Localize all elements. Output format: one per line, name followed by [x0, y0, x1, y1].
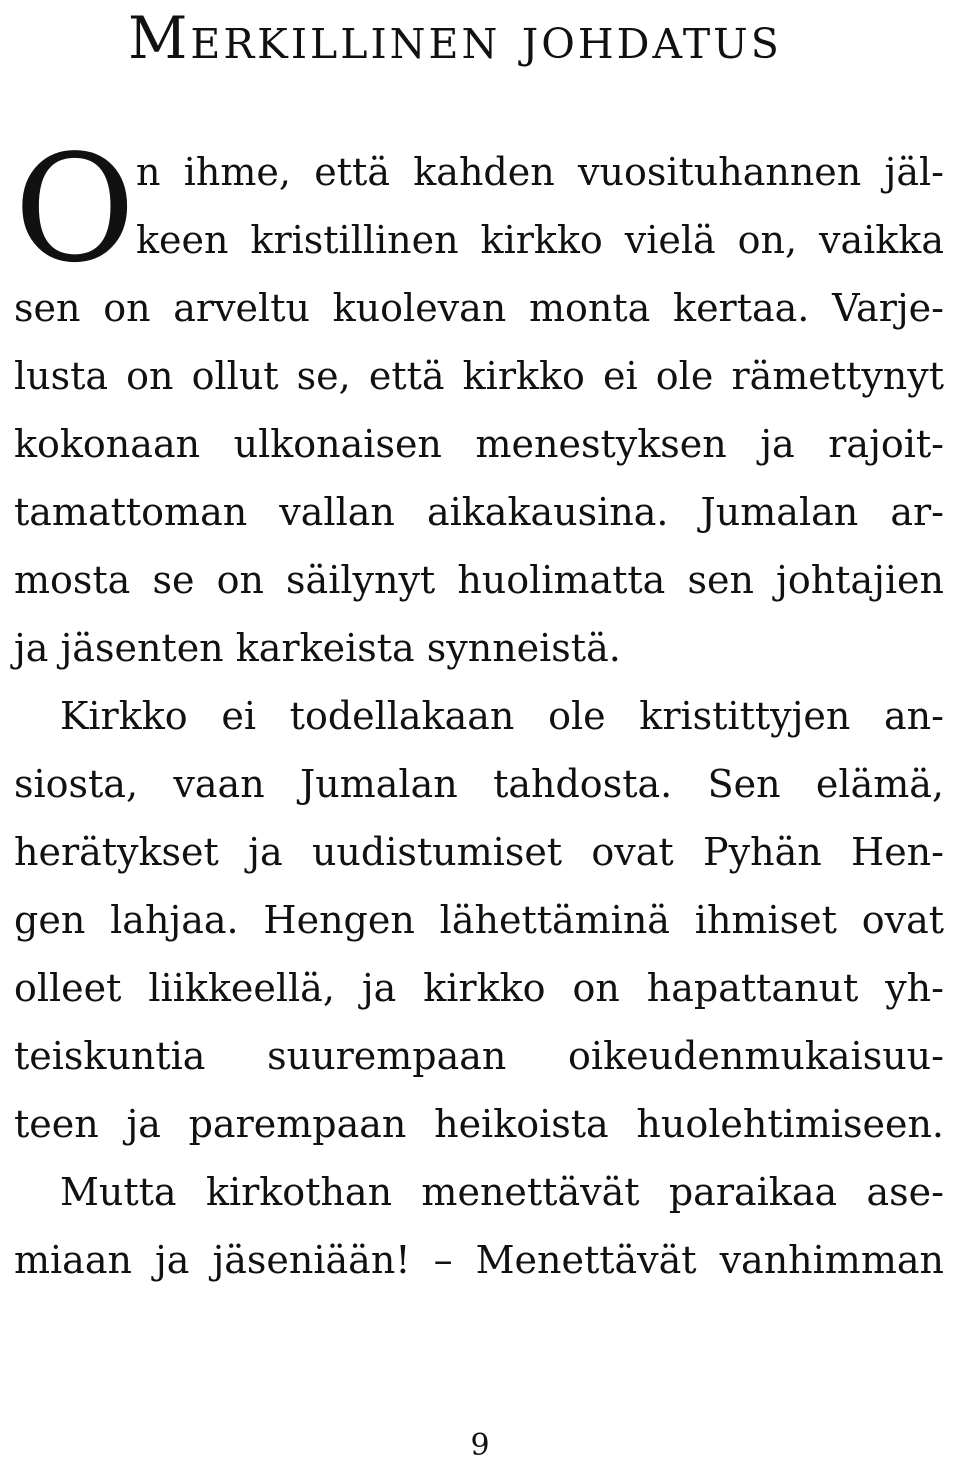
- text-line: siosta, vaan Jumalan tahdosta. Sen elämä,: [14, 762, 944, 806]
- page-number: 9: [470, 1428, 490, 1463]
- text-line: keen kristillinen kirkko vielä on, vaikka: [136, 218, 944, 262]
- text-line: n ihme, että kahden vuosituhannen jäl-: [136, 150, 944, 194]
- text-line: Kirkko ei todellakaan ole kristittyjen an-: [60, 694, 944, 738]
- text-line: ja jäsenten karkeista synneistä.: [14, 626, 621, 670]
- text-line: mosta se on säilynyt huolimatta sen johtajien: [14, 558, 944, 602]
- text-line: olleet liikkeellä, ja kirkko on hapattanut yh-: [14, 966, 944, 1010]
- text-line: sen on arveltu kuolevan monta kertaa. Varje-: [14, 286, 944, 330]
- text-line: teiskuntia suurempaan oikeudenmukaisuu-: [14, 1034, 944, 1078]
- text-line: miaan ja jäseniään! – Menettävät vanhimman: [14, 1238, 944, 1282]
- text-line: gen lahjaa. Hengen lähettäminä ihmiset ovat: [14, 898, 944, 942]
- text-line: Mutta kirkothan menettävät paraikaa ase-: [60, 1170, 944, 1214]
- drop-cap: O: [14, 123, 136, 295]
- chapter-title: Merkillinen johdatus: [128, 4, 782, 72]
- text-line: tamattoman vallan aikakausina. Jumalan ar-: [14, 490, 944, 534]
- text-line: lusta on ollut se, että kirkko ei ole rämettynyt: [14, 354, 944, 398]
- text-line: herätykset ja uudistumiset ovat Pyhän Hen-: [14, 830, 944, 874]
- text-line: teen ja parempaan heikoista huolehtimiseen.: [14, 1102, 944, 1146]
- text-line: kokonaan ulkonaisen menestyksen ja rajoit-: [14, 422, 944, 466]
